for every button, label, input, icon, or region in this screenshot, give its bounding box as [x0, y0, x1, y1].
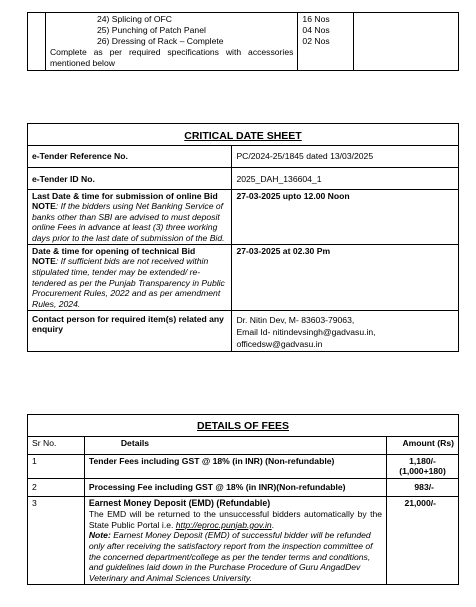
qty-value: 16 Nos — [302, 14, 330, 24]
contact-line: Email Id- nitindevsingh@gadvasu.in, — [236, 327, 376, 338]
items-cell — [45, 13, 297, 71]
header-amount: Amount (Rs) — [387, 437, 459, 455]
table-row — [28, 190, 459, 245]
sr-no: 1 — [28, 455, 85, 479]
fee-details: Earnest Money Deposit (EMD) (Refundable) — [88, 498, 271, 508]
qty-value: 04 Nos — [302, 25, 330, 35]
eproc-link[interactable]: http://eproc.punjab.gov.in — [175, 519, 272, 530]
note-text: Earnest Money Deposit (EMD) of successful bidder will be refunded only after receiving the satisfactory report from the inspection committee of the concerned department/college as per the tender terms and conditions, and guidelines laid down in the Purchase Procedure of Guru AngadDev Veterinary and Animal Sciences University. — [88, 530, 373, 583]
row-label-cell — [28, 245, 232, 311]
table-header-row — [28, 437, 459, 455]
qty-cell — [298, 13, 354, 71]
fee-details: Processing Fee including GST @ 18% (in INR)(Non-refundable) — [84, 479, 386, 497]
fee-details: Tender Fees including GST @ 18% (in INR) (Non-refundable) — [84, 455, 386, 479]
table-row — [28, 455, 459, 479]
row-label: Date & time for opening of technical Bid — [32, 246, 196, 257]
row-value-cell — [232, 311, 459, 352]
contact-line: Dr. Nitin Dev, M- 83603-79063, — [236, 315, 355, 326]
table-row — [28, 168, 459, 190]
list-item: 25) Punching of Patch Panel — [96, 25, 206, 35]
header-details: Details — [84, 437, 386, 455]
emd-body-suffix: . — [271, 519, 275, 530]
row-label: e-Tender ID No. — [28, 168, 232, 190]
emd-body: The EMD will be returned to the unsuccessful bidders automatically by the State Public Portal i.e. — [88, 508, 383, 530]
list-item: 24) Splicing of OFC — [96, 14, 172, 24]
fee-amount-cell — [387, 455, 459, 479]
note-label: Note: — [88, 530, 111, 541]
section-title: CRITICAL DATE SHEET — [28, 124, 459, 146]
table-row — [28, 479, 459, 497]
complete-note: Complete as per required specifications with accessories mentioned below — [49, 47, 294, 68]
row-value: 2025_DAH_136604_1 — [232, 168, 459, 190]
details-of-fees — [27, 414, 459, 585]
empty-cell — [354, 13, 459, 71]
row-value: 27-03-2025 at 02.30 Pm — [232, 245, 459, 311]
row-label: e-Tender Reference No. — [28, 146, 232, 168]
table-row — [28, 13, 459, 71]
fee-amount: 21,000/- — [387, 497, 459, 585]
table-row — [28, 497, 459, 585]
fee-amount-breakup: (1,000+180) — [399, 466, 446, 476]
sr-no: 2 — [28, 479, 85, 497]
items-table — [27, 12, 459, 71]
qty-value: 02 Nos — [302, 36, 330, 46]
note-label: NOTE — [32, 201, 56, 211]
fee-amount: 1,180/- — [409, 456, 436, 466]
note-text: : If the bidders using Net Banking Service of banks other than SBI are advised to must deposit online Fees in advance at least (3) three working days prior to the last date of submission of the Bid. — [32, 201, 225, 243]
note-text: : If sufficient bids are not received within stipulated time, tender may be extended/ re-tendered as per the Punjab Transparency in Public Procurement Rules, 2022 and as per amendment Rules, 2024. — [32, 256, 225, 309]
critical-date-sheet — [27, 123, 459, 352]
list-item: 26) Dressing of Rack – Complete — [96, 36, 224, 46]
table-row — [28, 245, 459, 311]
row-value: PC/2024-25/1845 dated 13/03/2025 — [232, 146, 459, 168]
contact-line: officedsw@gadvasu.in — [236, 339, 323, 350]
row-value: 27-03-2025 upto 12.00 Noon — [232, 190, 459, 245]
note-label: NOTE — [32, 256, 56, 267]
fee-amount: 983/- — [387, 479, 459, 497]
table-row — [28, 311, 459, 352]
header-sr: Sr No. — [28, 437, 85, 455]
section-title: DETAILS OF FEES — [28, 415, 459, 437]
sr-no: 3 — [28, 497, 85, 585]
fee-details-cell — [84, 497, 386, 585]
table-row — [28, 146, 459, 168]
row-label: Last Date & time for submission of online Bid — [32, 191, 218, 201]
row-label-cell — [28, 190, 232, 245]
empty-cell — [28, 13, 46, 71]
row-label: Contact person for required item(s) related any enquiry — [28, 311, 232, 352]
